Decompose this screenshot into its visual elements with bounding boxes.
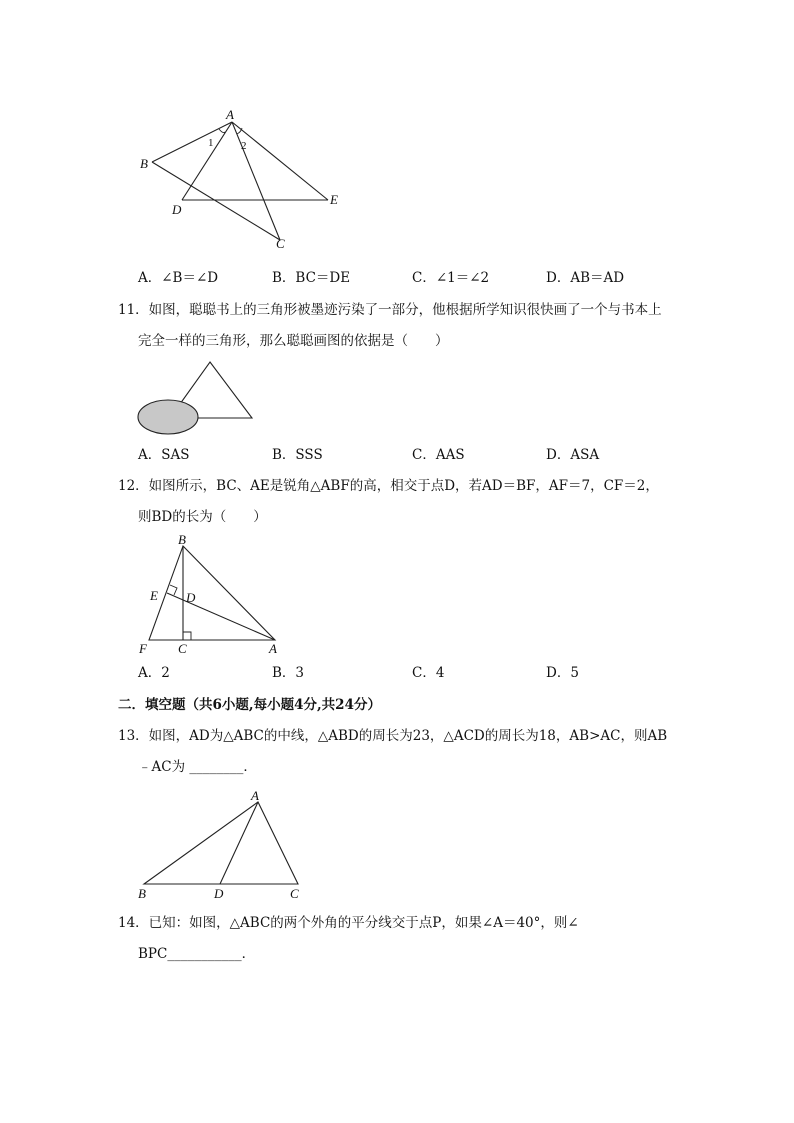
q10-label-1: 1: [208, 137, 214, 149]
q10-label-a: A: [226, 107, 234, 122]
q10-label-c: C: [276, 236, 285, 251]
q11-option-b: B．SSS: [272, 447, 323, 463]
q12-figure: [135, 532, 285, 660]
q10-option-d: D．AB＝AD: [546, 270, 625, 286]
q13-figure: [130, 786, 310, 902]
q10-label-e: E: [330, 192, 338, 207]
q13-stem-line1: 13．如图，AD为△ABC的中线，△ABD的周长为23，△ACD的周长为18，AB>AC，则AB: [118, 728, 668, 744]
q13-label-c: C: [290, 886, 299, 901]
q13-label-a: A: [251, 788, 259, 803]
q14-stem-line2: BPC___________．: [138, 946, 256, 962]
q12-label-a: A: [269, 641, 277, 656]
q14-stem-line1: 14．已知：如图，△ABC的两个外角的平分线交于点P，如果∠A＝40°，则∠: [118, 915, 579, 931]
q12-label-f: F: [139, 641, 147, 656]
q10-option-b: B．BC＝DE: [272, 270, 351, 286]
q12-label-e: E: [150, 588, 158, 603]
q12-option-d: D．5: [546, 665, 579, 681]
q10-label-d: D: [172, 202, 182, 217]
q13-label-d: D: [214, 886, 224, 901]
q10-figure: [130, 104, 350, 254]
q12-label-d: D: [186, 590, 196, 605]
q12-stem-line2: 则BD的长为（ ）: [138, 509, 267, 525]
ink-blot: [138, 400, 198, 434]
q10-label-b: B: [140, 156, 148, 171]
q12-label-b: B: [178, 532, 186, 547]
q13-label-b: B: [138, 886, 146, 901]
q11-option-a: A．SAS: [138, 447, 190, 463]
q12-option-a: A．2: [138, 665, 170, 681]
section-fill-in-title: 二．填空题（共6小题,每小题4分,共24分）: [118, 697, 381, 713]
q11-stem-line2: 完全一样的三角形，那么聪聪画图的依据是（ ）: [138, 333, 449, 349]
q11-stem-line1: 11．如图，聪聪书上的三角形被墨迹污染了一部分，他根据所学知识很快画了一个与书本上: [118, 302, 662, 318]
q10-option-a: A．∠B＝∠D: [138, 270, 219, 286]
q10-label-2: 2: [241, 140, 247, 152]
q10-option-c: C．∠1＝∠2: [412, 270, 490, 286]
q12-label-c: C: [178, 641, 187, 656]
q11-option-d: D．ASA: [546, 447, 600, 463]
q12-option-c: C．4: [412, 665, 445, 681]
q12-stem-line1: 12．如图所示，BC、AE是锐角△ABF的高，相交于点D，若AD＝BF，AF＝7，CF＝2，: [118, 478, 659, 494]
q13-stem-line2: ﹣AC为 ________．: [138, 759, 257, 775]
q11-figure: [130, 356, 260, 436]
q12-option-b: B．3: [272, 665, 305, 681]
q11-option-c: C．AAS: [412, 447, 465, 463]
